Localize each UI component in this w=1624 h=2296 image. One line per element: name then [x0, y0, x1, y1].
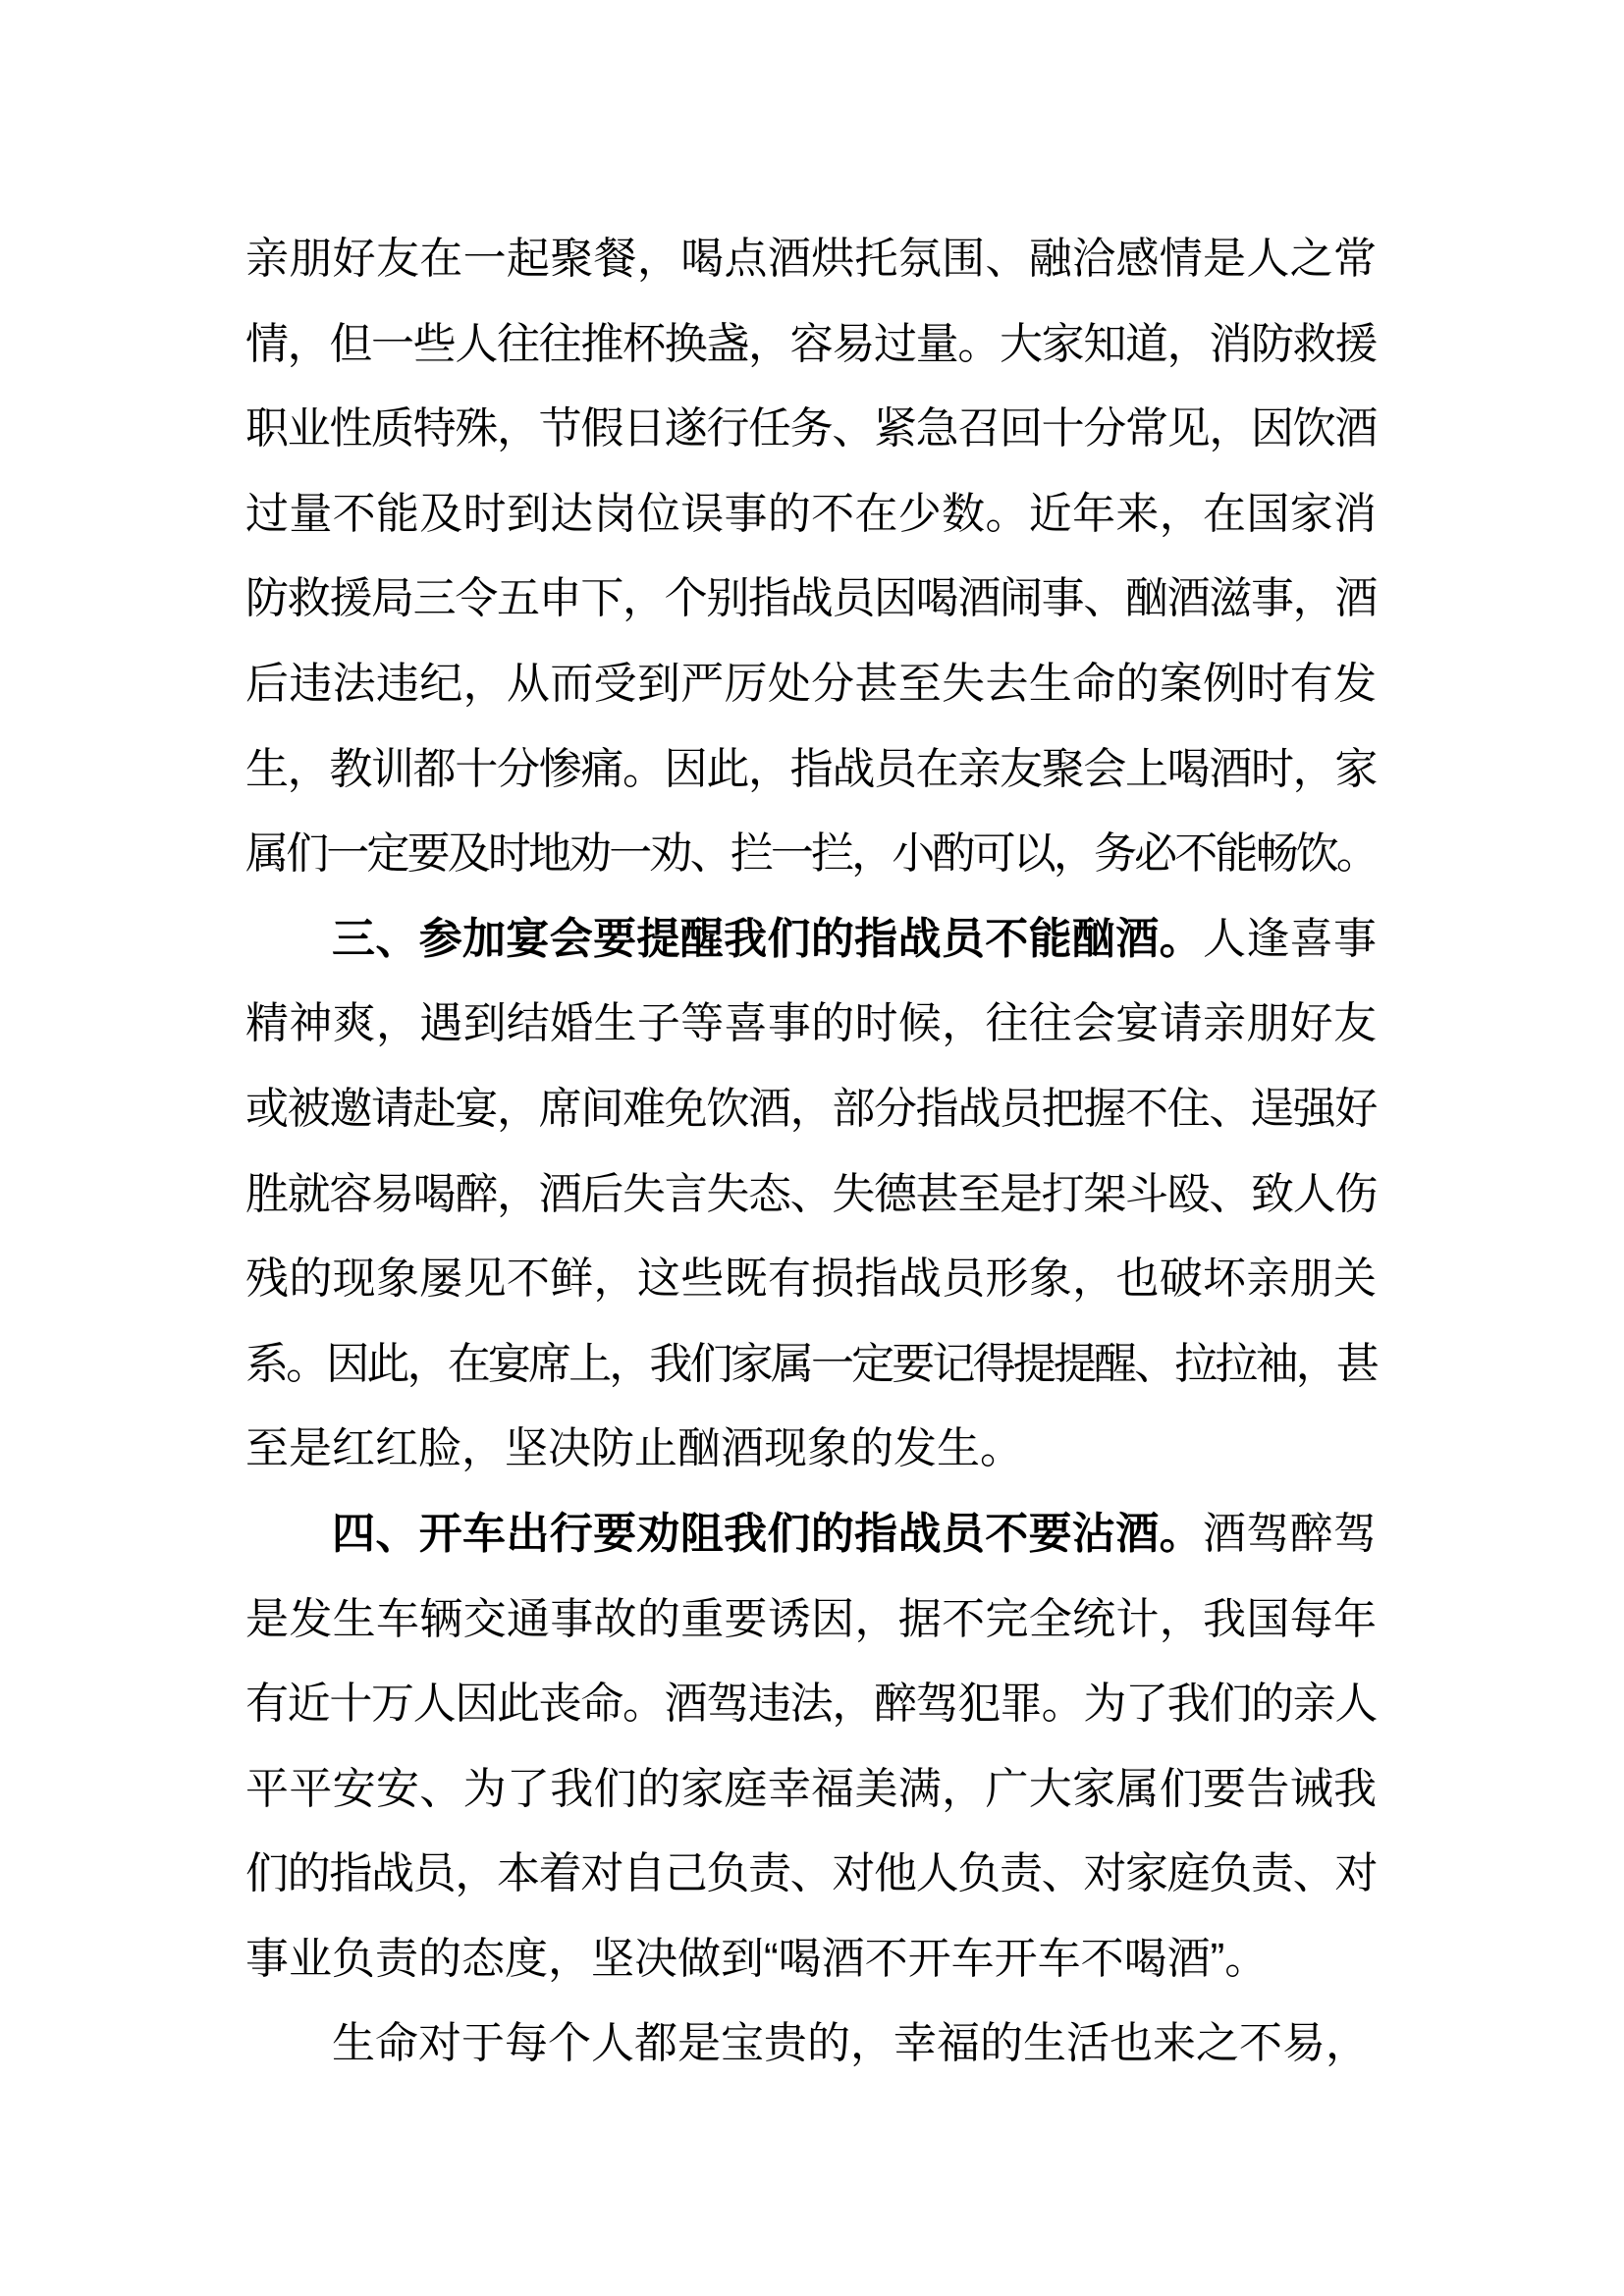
text-segment: 生，教训都十分惨痛。因此，指战员在亲友聚会上喝酒时，家 — [245, 744, 1377, 793]
text-line — [245, 302, 1377, 388]
text-line — [245, 1322, 1377, 1408]
heading-segment: 三、参加宴会要提醒我们的指战员不能酗酒。 — [332, 914, 1203, 963]
text-line — [245, 1917, 1377, 2002]
text-segment: 后违法违纪，从而受到严厉处分甚至失去生命的案例时有发 — [245, 659, 1377, 708]
text-line — [245, 1492, 1377, 1577]
text-segment: 们的指战员，本着对自己负责、对他人负责、对家庭负责、对 — [245, 1849, 1377, 1898]
text-line — [245, 2002, 1377, 2087]
text-segment: 是发生车辆交通事故的重要诱因，据不完全统计，我国每年 — [245, 1594, 1377, 1643]
text-line — [245, 812, 1377, 897]
text-segment: 事业负责的态度，坚决做到“喝酒不开车开车不喝酒”。 — [245, 1934, 1269, 1983]
text-line — [245, 1662, 1377, 1747]
text-line — [245, 1067, 1377, 1152]
text-segment: 精神爽，遇到结婚生子等喜事的时候，往往会宴请亲朋好友 — [245, 999, 1377, 1048]
text-segment: 职业性质特殊，节假日遂行任务、紧急召回十分常见，因饮酒 — [245, 404, 1377, 454]
text-line — [245, 1832, 1377, 1917]
text-segment: 属们一定要及时地劝一劝、拦一拦，小酌可以，务必不能畅饮。 — [245, 829, 1377, 879]
text-segment: 情，但一些人往往推杯换盏，容易过量。大家知道，消防救援 — [245, 319, 1377, 368]
text-segment: 人逢喜事 — [1202, 914, 1378, 963]
text-segment: 酒驾醉驾 — [1202, 1509, 1378, 1558]
text-line — [245, 472, 1377, 558]
heading-segment: 四、开车出行要劝阻我们的指战员不要沾酒。 — [332, 1509, 1203, 1558]
text-line — [245, 1747, 1377, 1833]
text-segment: 至是红红脸，坚决防止酗酒现象的发生。 — [245, 1424, 1023, 1473]
text-line — [245, 217, 1377, 302]
text-line — [245, 1407, 1377, 1492]
text-line — [245, 1152, 1377, 1238]
text-segment: 胜就容易喝醉，酒后失言失态、失德甚至是打架斗殴、致人伤 — [245, 1169, 1377, 1218]
text-line — [245, 1237, 1377, 1322]
text-line — [245, 982, 1377, 1067]
text-line — [245, 1577, 1377, 1663]
text-line — [245, 727, 1377, 813]
text-segment: 平平安安、为了我们的家庭幸福美满，广大家属们要告诫我 — [245, 1764, 1377, 1813]
text-line — [245, 642, 1377, 727]
text-segment: 有近十万人因此丧命。酒驾违法，醉驾犯罪。为了我们的亲人 — [245, 1680, 1377, 1729]
text-line — [245, 557, 1377, 642]
text-line — [245, 387, 1377, 472]
text-segment: 过量不能及时到达岗位误事的不在少数。近年来，在国家消 — [245, 489, 1377, 538]
text-segment: 亲朋好友在一起聚餐，喝点酒烘托氛围、融洽感情是人之常 — [245, 235, 1377, 283]
text-segment: 防救援局三令五申下，个别指战员因喝酒闹事、酗酒滋事，酒 — [245, 574, 1377, 623]
document-text-block — [245, 217, 1377, 2087]
text-segment: 系。因此，在宴席上，我们家属一定要记得提提醒、拉拉袖，甚 — [245, 1339, 1377, 1388]
text-segment: 残的现象屡见不鲜，这些既有损指战员形象，也破坏亲朋关 — [245, 1255, 1377, 1304]
text-segment: 生命对于每个人都是宝贵的，幸福的生活也来之不易， — [332, 2019, 1369, 2068]
text-segment: 或被邀请赴宴，席间难免饮酒，部分指战员把握不住、逞强好 — [245, 1084, 1377, 1133]
text-line — [245, 897, 1377, 983]
